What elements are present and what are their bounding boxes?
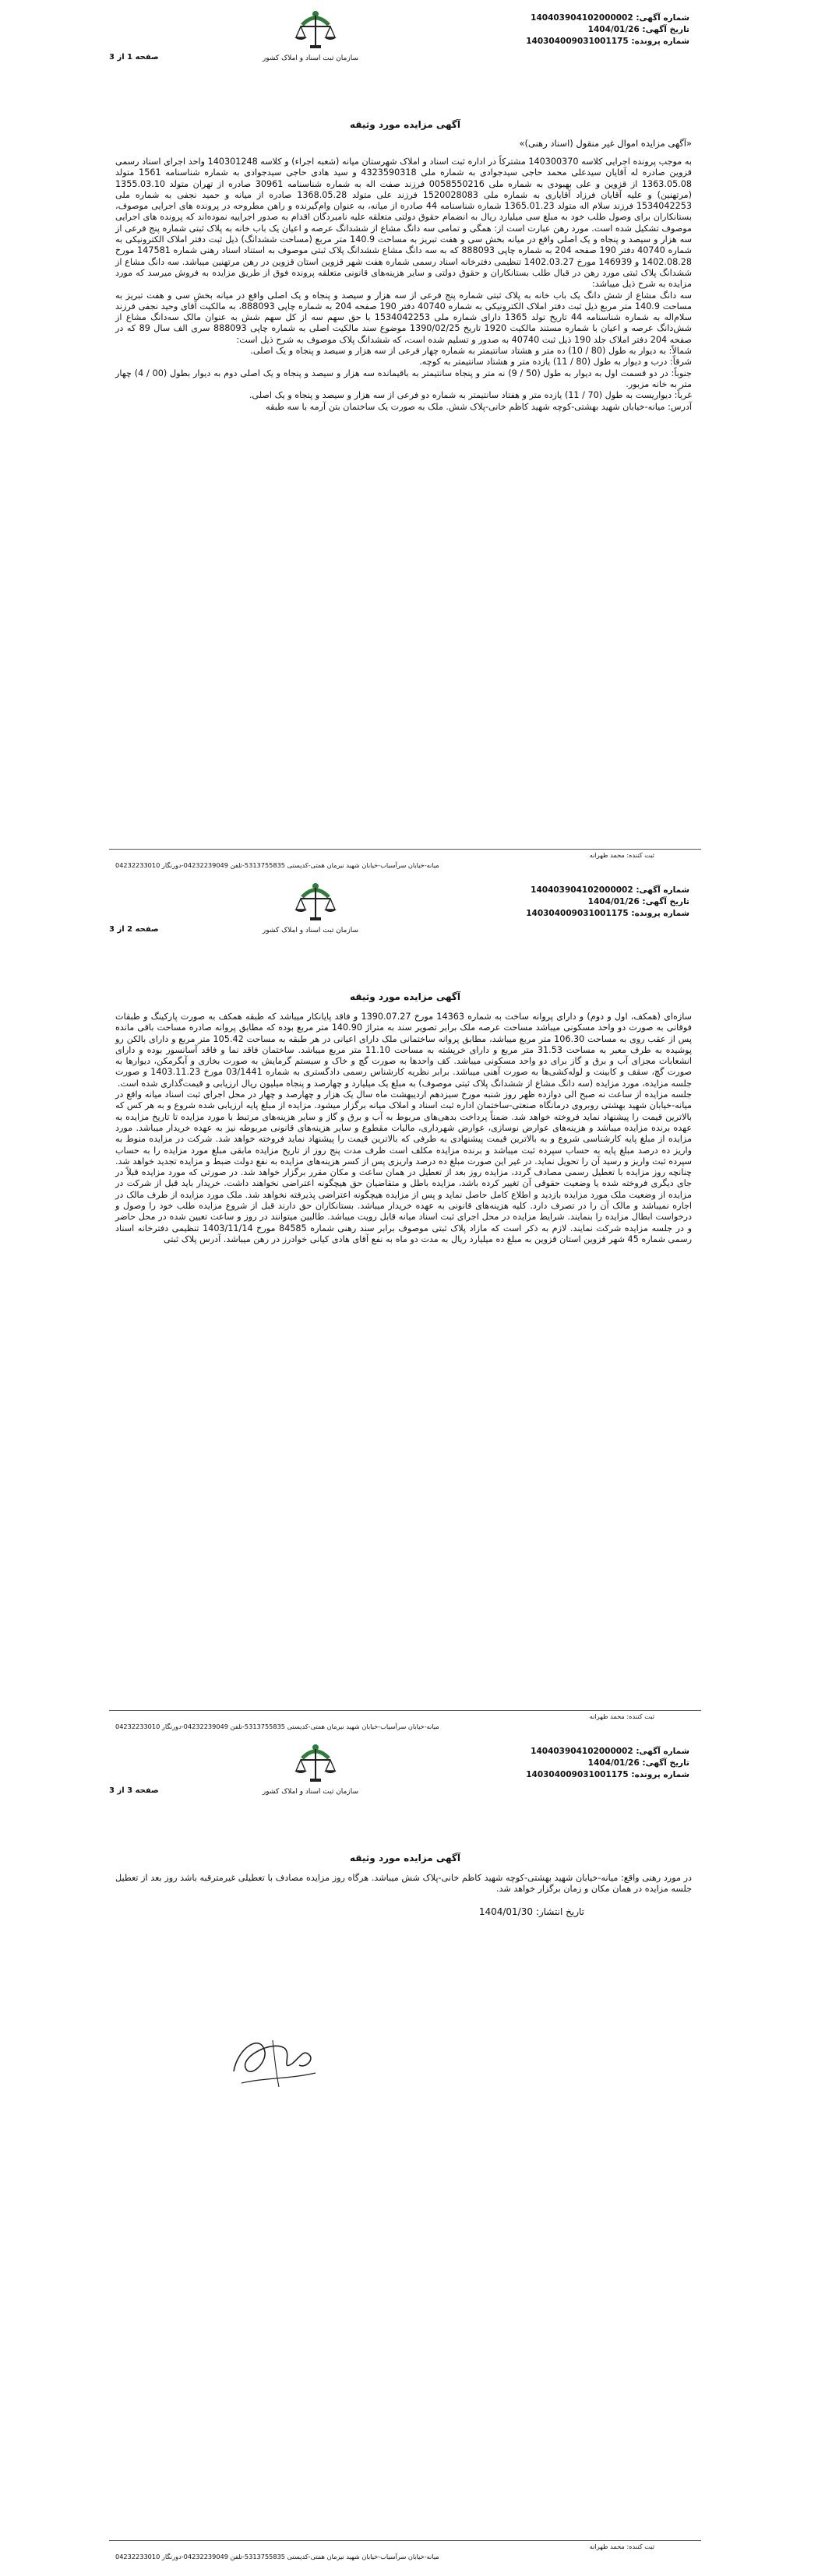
page-footer (109, 849, 701, 869)
scales-emblem-icon (288, 8, 343, 55)
scales-emblem-icon (288, 1741, 343, 1788)
notice-body: سازه‌ای (همکف، اول و دوم) و دارای پروانه ساخت به شماره 14363 مورخ 1390.07.27 و فاقد پایانکار میباشد که طبقه همکف به صورت پارکینگ و طبقات فوقانی به صورت دو واحد مسکونی میباشد مساحت عرصه ملک برابر تصویر سند به متراژ 140.90 متر مربع بوده که مطابق پروانه صادره مساحت باقی مانده پس از عقب روی به مساحت 106.30 متر مربع میباشد، مطابق پروانه ساختمانی ملک دارای اعیانی در هر طبقه به مساحت 105.42 متر مربع و دارای بالکن رو پوشیده به طرف معبر به مساحت 31.53 متر مربع و دارای خرپشته به مساحت 11.10 متر مربع میباشد. ساختمان فاقد نما و فاقد آسانسور بوده و دارای انشعابات مجزای آب و برق و گاز برای دو واحد مسکونی میباشد. کف واحدها به صورت گچ و خاک و سیستم گرمایش به صورت بخاری و آبگرمکن، دیوارها به صورت گچ، سقف و کابینت و لوله‌کشی‌ها به صورت آهنی میباشد. برابر نظریه کارشناس رسمی دادگستری به شماره 03/1441 مورخ 1403.11.23 و صورت جلسه مزایده، مورد مزایده (سه دانگ مشاع از ششدانگ پلاک ثبتی موصوف) به مبلغ یک میلیارد و چهارصد و پنجاه میلیون ریال ارزیابی و قیمت‌گذاری شده است. جلسه مزایده از ساعت نه صبح الی دوازده ظهر روز شنبه مورخ سیزدهم اردیبهشت ماه سال یک هزار و چهارصد و چهار در محل اجرای ثبت اسناد میانه واقع در میانه-خیابان شهید بهشتی روبروی درمانگاه صنعتی-ساختمان اداره ثبت اسناد و املاک میانه برگزار میشود. مزایده از مبلغ پایه ارزیابی شده شروع و به هر کس که بالاترین قیمت را پیشنهاد نماید فروخته خواهد شد. ضمناً پرداخت بدهی‌های مربوط به آب و برق و گاز و سایر هزینه‌های مرتبط با مورد مزایده تا تاریخ مزایده به عهده برنده مزایده میباشد و هزینه‌های عوارض نوسازی، عوارض شهرداری، مالیات مقطوع و سایر هزینه‌های قانونی مربوطه نیز به عهده خریدار میباشد. مورد مزایده از مبلغ پایه کارشناسی شروع و به بالاترین قیمت پیشنهادی به طرفی که بالاترین قیمت را پیشنهاد نماید فروخته خواهد شد. شرکت در مزایده منوط به واریز ده درصد مبلغ پایه به حساب سپرده ثبت میباشد و برنده مزایده مکلف است ظرف مدت پنج روز از تاریخ مزایده مابقی مبلغ مورد مزایده را به حساب سپرده ثبت واریز و رسید آن را تحویل نماید. در غیر این صورت مبلغ ده درصد واریزی پس از کسر هزینه‌های مزایده به نفع دولت ضبط و مزایده تجدید خواهد شد. چنانچه روز مزایده با تعطیل رسمی مصادف گردد، مزایده روز بعد از تعطیل در همان ساعت و مکان مقرر برگزار خواهد شد. در صورتی که مورد مزایده قبلاً در جای دیگری فروخته شده یا وضعیت حقوقی آن تغییر کرده باشد، مزایده باطل و متقاضیان حق هیچگونه اعتراضی نخواهند داشت. خریدار باید قبل از شرکت در مزایده از وضعیت ملک مورد مزایده بازدید و اطلاع کامل حاصل نماید و پس از مزایده هیچگونه اعتراضی پذیرفته نخواهد شد. ملک مورد مزایده از طرف مالک در اجاره نمیباشد و مالک آن را در تصرف دارد. کلیه هزینه‌های قانونی به عهده خریدار میباشد. بستانکاران حق دارند قبل از شروع مزایده طلب خود را وصول و درخواست ابطال مزایده را بنمایند. شرایط مزایده در محل اجرای ثبت اسناد میانه قابل رویت میباشد. طالبین میتوانند در روز و ساعت تعیین شده در محل حاضر و در جلسه مزایده شرکت نمایند. لازم به ذکر است که مازاد پلاک ثبتی موصوف برابر سند رهنی شماره 84585 مورخ 1403/11/14 تنظیمی دفترخانه اسناد رسمی شماره 45 شهر قزوین استان قزوین به مبلغ ده میلیارد ریال به مدت دو ماه به نفع آقای هادی کیانی خوادرز در رهن میباشد. آدرس پلاک ثبتی (115, 1012, 693, 1244)
ad-number: شماره آگهی: 140403904102000002 (531, 13, 689, 23)
file-number: شماره پرونده: 140304009031001175 (526, 37, 689, 46)
page-header (109, 1741, 701, 1846)
notice-page-3 (109, 1741, 701, 1917)
org-emblem (262, 1741, 358, 1796)
notice-subtitle: «آگهی مزایده اموال غیر منقول (اسناد رهنی)» (519, 138, 692, 149)
registrar-label: ثبت کننده: محمد طهرانه (589, 1712, 654, 1720)
file-number: شماره پرونده: 140304009031001175 (526, 909, 689, 918)
notice-page-1 (109, 8, 701, 413)
ad-number: شماره آگهی: 140403904102000002 (531, 885, 689, 895)
org-emblem (262, 8, 358, 62)
page-footer (109, 2540, 701, 2560)
ad-number: شماره آگهی: 140403904102000002 (531, 1747, 689, 1756)
file-number: شماره پرونده: 140304009031001175 (526, 1770, 689, 1779)
registrar-label: ثبت کننده: محمد طهرانه (589, 2543, 654, 2550)
registrar-label: ثبت کننده: محمد طهرانه (589, 851, 654, 859)
notice-title: آگهی مزایده مورد وثیقه (349, 119, 460, 130)
notice-title: آگهی مزایده مورد وثیقه (349, 1853, 460, 1863)
ad-date: تاریخ آگهی: 1404/01/26 (587, 897, 689, 906)
handwritten-signature (218, 2017, 327, 2103)
office-address: میانه-خیابان سرآسیاب-خیابان شهید نیرمان همتی-کدپستی 5313755835-تلفن 04232239049-دورنگار 04232233010 (115, 861, 439, 869)
org-name: سازمان ثبت اسناد و املاک کشور (262, 55, 358, 62)
notice-meta (526, 885, 689, 920)
page-header (109, 8, 701, 113)
page-number: صفحه 3 از 3 (109, 1786, 159, 1795)
notice-body: به موجب پرونده اجرایی کلاسه 140300370 مشترکاً در اداره ثبت اسناد و املاک شهرستان میانه (شعبه اجراء) و کلاسه 140301248 واحد اجرای اسناد رسمی قزوین صادره له آقایان سیدعلی محمد حاجی سیدجوادی به شماره ملی 4323590318 و سید هادی حاجی سیدجوادی به شماره شناسنامه 1561 متولد 1363.05.08 از قزوین و علی بهبودی به شماره ملی 0058550216 فرزند صفت اله به شماره شناسنامه 30961 صادره از تهران متولد 1355.03.10 (مرتهنین) و علیه آقایان فرزاد آقایاری به شماره ملی 1520028083 فرزند علی متولد 1368.05.28 صادره از میانه و حمید نجفی به شماره ملی 1534042253 فرزند سلام اله متولد 1365.01.23 شماره شناسنامه 44 صادره از میانه، به عنوان وام‌گیرنده و راهن مطروحه در پرونده های اجرایی موصوف، بستانکاران برای وصول طلب خود به مبلغ سی میلیارد ریال به انضمام حقوق دولتی متعلقه علیه نامبردگان اقدام به صدور اجراییه نموده‌اند که پرونده های اجرایی موصوف تشکیل شده است. مورد رهن عبارت است از: همگی و تمامی سه دانگ مشاع از ششدانگ عرصه و اعیان یک باب خانه به پلاک ثبتی شماره پنج فرعی از سه هزار و سیصد و پنجاه و یک اصلی واقع در میانه بخش سی و هفت تبریز به مساحت 140.9 متر مربع (مساحت ششدانگ) ذیل ثبت دفتر املاک الکترونیکی به شماره 40740 دفتر 190 صفحه 204 به شماره چاپی 888093 که به سه دانگ مشاع ششدانگ پلاک ثبتی موصوف به استناد اسناد رهنی شماره 147581 مورخ 1402.08.28 و 146939 مورخ 1402.03.27 تنظیمی دفترخانه اسناد رسمی شماره هفت شهر قزوین استان قزوین در رهن مرتهنین میباشد. سه دانگ مشاع از ششدانگ پلاک ثبتی مورد رهن در قبال طلب بستانکاران و حقوق دولتی و سایر هزینه‌های قانونی متعلقه پرونده فوق از طریق مزایده به فروش میرسد که مورد مزایده به شرح ذیل میباشد: سه دانگ مشاع از شش دانگ یک باب خانه به پلاک ثبتی شماره پنج فرعی از سه هزار و سیصد و پنجاه و یک اصلی واقع در میانه بخش سی و هفت تبریز به مساحت 140.9 متر مربع ذیل ثبت دفتر املاک الکترونیکی به شماره 40740 دفتر 190 صفحه 204 به شماره چاپی 888093، به مالکیت آقای وحید نجفی فرزند سلام‌اله به شماره شناسنامه 44 تاریخ تولد 1365 دارای شماره ملی 1534042253 با حق سهم سه از کل سهم شش به عنوان مالک سه‌دانگ مشاع از شش‌دانگ عرصه و اعیان با شماره مستند مالکیت 1920 تاریخ 1390/02/25 موضوع سند مالکیت اصلی به شماره چاپی 888093 سری الف سال 89 که در صفحه 204 دفتر املاک جلد 190 ذیل ثبت 40740 به صدور و تسلیم شده است، که ششدانگ پلاک موصوف به شرح ذیل است: شمالاً: به دیوار به طول (80 / 10) ده متر و هشتاد سانتیمتر به شماره چهار فرعی از سه هزار و سیصد و پنجاه و یک اصلی. شرقاً: درب و دیوار به طول (80 / 11) یازده متر و هشتاد سانتیمتر به کوچه. جنوباً: در دو قسمت اول به دیوار به طول (50 / 9) نه متر و پنجاه سانتیمتر به باقیمانده سه هزار و سیصد و پنجاه و یک اصلی دوم به دیوار بطول (00 / 4) چهار متر به خانه مزبور. غرباً: دیواریست به طول (70 / 11) یازده متر و هفتاد سانتیمتر به شماره دو فرعی از سه هزار و سیصد و پنجاه و یک اصلی. آدرس: میانه-خیابان شهید بهشتی-کوچه شهید کاظم خانی-پلاک شش. ملک به صورت یک ساختمان بتن آرمه با سه طبقه (115, 157, 693, 412)
ad-date: تاریخ آگهی: 1404/01/26 (587, 1758, 689, 1768)
page-footer (109, 1710, 701, 1730)
notice-meta (526, 1746, 689, 1781)
publication-date: تاریخ انتشار: 1404/01/30 (478, 1906, 584, 1917)
page-header (109, 880, 701, 985)
notice-body: در مورد رهنی واقع: میانه-خیابان شهید بهشتی-کوچه شهید کاظم خانی-پلاک شش میباشد. هرگاه روز مزایده مصادف با تعطیلی غیرمترقبه باشد روز بعد از تعطیل جلسه مزایده در همان مکان و زمان برگزار خواهد شد. (115, 1873, 692, 1895)
org-emblem (262, 880, 358, 934)
org-name: سازمان ثبت اسناد و املاک کشور (262, 1788, 358, 1796)
notice-meta (526, 12, 689, 48)
notice-title: آگهی مزایده مورد وثیقه (349, 991, 460, 1002)
office-address: میانه-خیابان سرآسیاب-خیابان شهید نیرمان همتی-کدپستی 5313755835-تلفن 04232239049-دورنگار 04232233010 (115, 2553, 439, 2560)
page-number: صفحه 1 از 3 (109, 53, 159, 62)
scales-emblem-icon (288, 880, 343, 927)
ad-date: تاریخ آگهی: 1404/01/26 (587, 25, 689, 34)
org-name: سازمان ثبت اسناد و املاک کشور (262, 927, 358, 934)
page-number: صفحه 2 از 3 (109, 925, 159, 934)
notice-page-2 (109, 880, 701, 1245)
office-address: میانه-خیابان سرآسیاب-خیابان شهید نیرمان همتی-کدپستی 5313755835-تلفن 04232239049-دورنگار 04232233010 (115, 1723, 439, 1730)
